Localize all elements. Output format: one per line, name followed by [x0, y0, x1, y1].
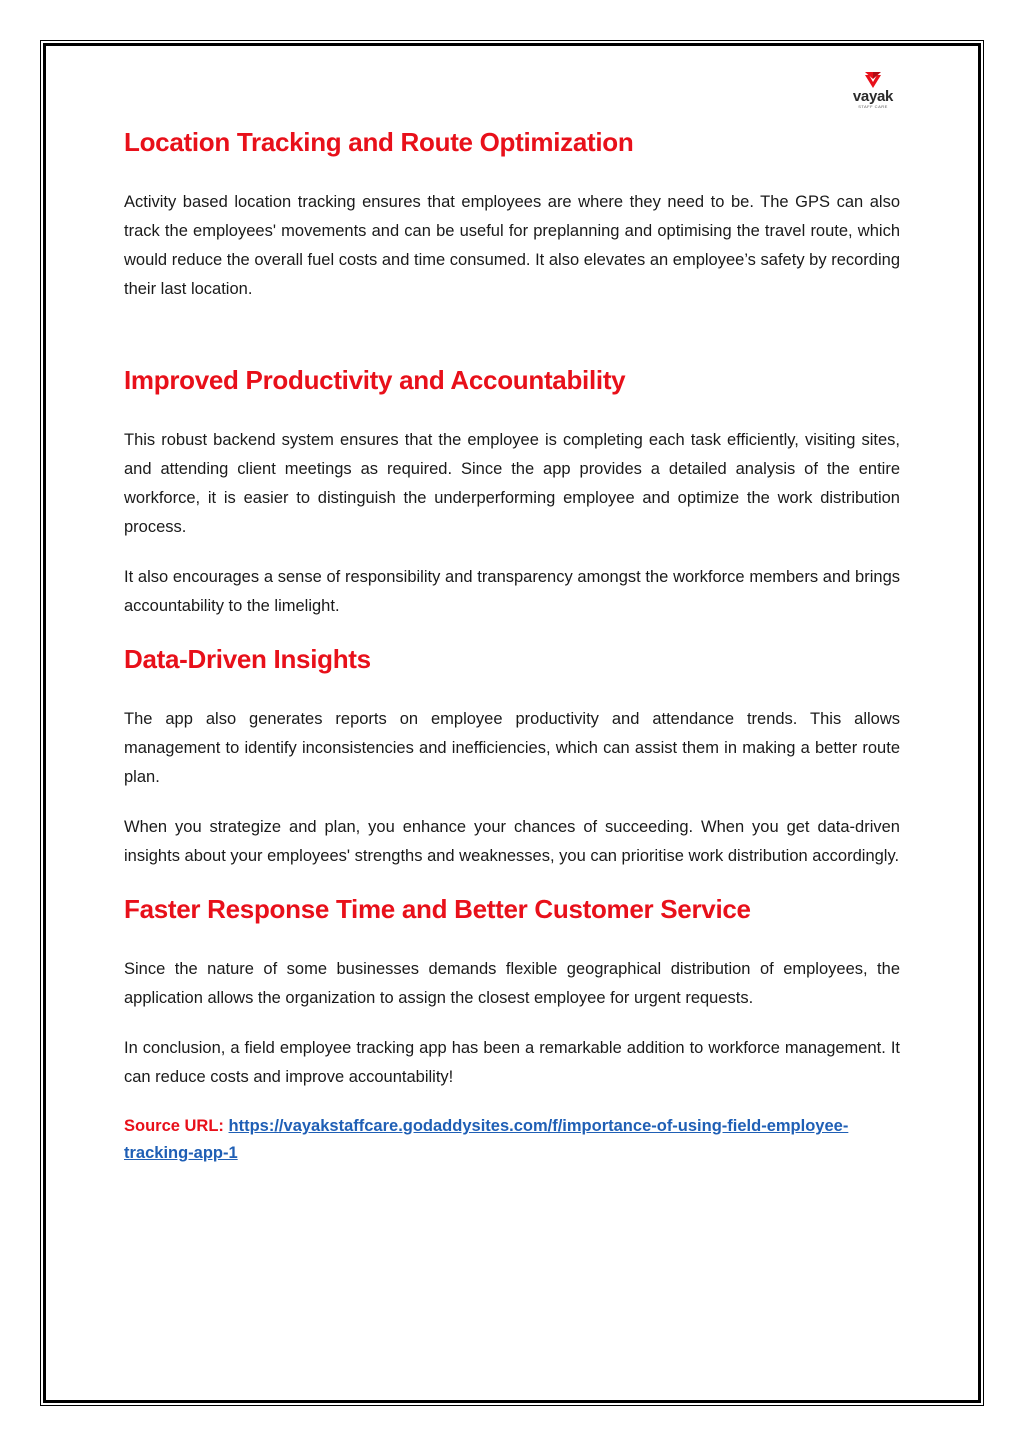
- section-heading-productivity: Improved Productivity and Accountability: [124, 365, 626, 395]
- vayak-logo: [842, 70, 904, 118]
- source-label: Source URL:: [124, 1117, 224, 1135]
- document-body: [124, 124, 900, 1167]
- source-url-link[interactable]: https://vayakstaffcare.godaddysites.com/f/importance-of-using-field-employee-tracking-app-1: [124, 1117, 849, 1162]
- source-citation: [124, 1113, 900, 1167]
- logo-tagline: STAFF CARE: [858, 104, 888, 109]
- paragraph: Activity based location tracking ensures that employees are where they need to be. The GPS can also track the employees' movements and can be useful for preplanning and optimising the travel route, which would reduce the overall fuel costs and time consumed. It also elevates an employee’s safety by recording their last location.: [124, 193, 900, 298]
- section-heading-response-time: Faster Response Time and Better Customer Service: [124, 894, 751, 924]
- paragraph: It also encourages a sense of responsibility and transparency amongst the workforce members and brings accountability to the limelight.: [124, 568, 900, 615]
- paragraph: This robust backend system ensures that the employee is completing each task efficiently, visiting sites, and attending client meetings as required. Since the app provides a detailed analysis of the entire workforce, it is easier to distinguish the underperforming employee and optimize the work distribution process.: [124, 431, 900, 536]
- section-heading-data-insights: Data-Driven Insights: [124, 644, 371, 674]
- paragraph: In conclusion, a field employee tracking app has been a remarkable addition to workforce management. It can reduce costs and improve accountability!: [124, 1039, 900, 1086]
- paragraph: Since the nature of some businesses demands flexible geographical distribution of employees, the application allows the organization to assign the closest employee for urgent requests.: [124, 960, 900, 1007]
- v-shield-icon: [863, 70, 883, 90]
- paragraph: When you strategize and plan, you enhance your chances of succeeding. When you get data-driven insights about your employees' strengths and weaknesses, you can prioritise work distribution accordingly.: [124, 818, 900, 865]
- section-heading-location-tracking: Location Tracking and Route Optimization: [124, 127, 634, 157]
- paragraph: The app also generates reports on employee productivity and attendance trends. This allows management to identify inconsistencies and inefficiencies, which can assist them in making a better route plan.: [124, 710, 900, 786]
- logo-wordmark: vayak: [852, 88, 894, 105]
